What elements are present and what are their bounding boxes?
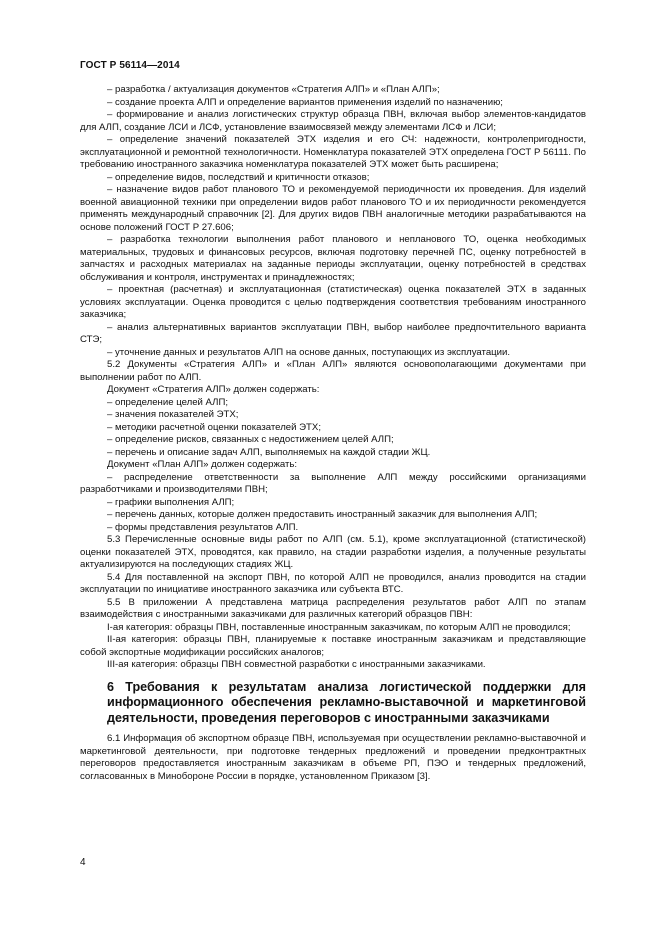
paragraph: Документ «План АЛП» должен содержать: <box>107 459 298 470</box>
document-header: ГОСТ Р 56114—2014 <box>80 60 180 71</box>
list-item: – значения показателей ЭТХ; <box>107 409 239 420</box>
list-item: – распределение ответственности за выполнение АЛП между российскими организациями разработчиками и производителями ПВН; <box>80 471 586 495</box>
clause-5-5: 5.5 В приложении А представлена матрица распределения результатов работ АЛП по этапам взаимодействия с иностранными заказчиками для различных категорий образцов ПВН: <box>80 596 586 620</box>
list-item: – методики расчетной оценки показателей ЭТХ; <box>107 421 321 433</box>
category-3: III-ая категория: образцы ПВН совместной разработки с иностранными заказчиками. <box>107 659 486 670</box>
list-item: – формирование и анализ логистических структур образца ПВН, включая выбор элементов-кандидатов для АЛП, создание ЛСИ и ЛСФ, установление взаимосвязей между элементами ЛСФ и ЛСИ; <box>80 109 586 133</box>
clause-5-2: 5.2 Документы «Стратегия АЛП» и «План АЛП» являются основополагающими документами при выполнении работ по АЛП. <box>80 359 586 383</box>
paragraph: Документ «Стратегия АЛП» должен содержать: <box>107 384 320 395</box>
list-item: – определение значений показателей ЭТХ изделия и его СЧ: надежности, контролепригодности, эксплуатационной и ремонтной технологичности. Номенклатура показателей ЭТХ определена ГОСТ Р 56111. По требованию иностранного заказчика номенклатура показателей ЭТХ может быть расширена; <box>80 134 586 170</box>
document-body <box>80 84 586 783</box>
clause-5-4: 5.4 Для поставленной на экспорт ПВН, по которой АЛП не проводился, анализ проводится на стадии эксплуатации по инициативе иностранного заказчика или субъекта ВТС. <box>80 571 586 595</box>
page-number: 4 <box>80 857 86 868</box>
list-item: – проектная (расчетная) и эксплуатационная (статистическая) оценка показателей ЭТХ в заданных условиях эксплуатации. Оценка проводится с целью подтверждения соответствия требованиям иностранного заказчика; <box>80 284 586 320</box>
list-item: – уточнение данных и результатов АЛП на основе данных, поступающих из эксплуатации. <box>107 346 511 358</box>
category-1: I-ая категория: образцы ПВН, поставленные иностранным заказчикам, по которым АЛП не проводился; <box>107 621 571 633</box>
list-item: – разработка / актуализация документов «Стратегия АЛП» и «План АЛП»; <box>107 84 440 95</box>
list-item: – создание проекта АЛП и определение вариантов применения изделий по назначению; <box>107 96 503 108</box>
list-item: – определение целей АЛП; <box>107 396 229 408</box>
list-item: – назначение видов работ планового ТО и рекомендуемой периодичности их проведения. Для изделий военной авиационной техники при определении видов работ планового ТО и их периодичности рекомендуется применять международный справочник [2]. Для других видов ПВН аналогичные методики разрабатываются на основе положений ГОСТ Р 27.606; <box>80 184 586 233</box>
category-2: II-ая категория: образцы ПВН, планируемые к поставке иностранным заказчикам и представляющие собой экспортные модификации российских аналогов; <box>80 634 586 658</box>
list-item: – графики выполнения АЛП; <box>107 496 235 508</box>
list-item: – перечень и описание задач АЛП, выполняемых на каждой стадии ЖЦ. <box>107 446 431 458</box>
list-item: – определение видов, последствий и критичности отказов; <box>107 171 370 183</box>
list-item: – анализ альтернативных вариантов эксплуатации ПВН, выбор наиболее предпочтительного варианта СТЭ; <box>80 321 586 345</box>
list-item: – определение рисков, связанных с недостижением целей АЛП; <box>107 434 394 445</box>
list-item: – разработка технологии выполнения работ планового и непланового ТО, оценка необходимых материальных, трудовых и финансовых ресурсов, включая подготовку перечней ПС, оценку потребностей в запчастях и расходных материалах на заданные периоды эксплуатации, оценку потребностей в средствах обслуживания и контроля, инструментах и принадлежностях; <box>80 234 586 283</box>
section-6-heading: 6 Требования к результатам анализа логистической поддержки для информационного обеспечения рекламно-выставочной и маркетинговой деятельности, проведения переговоров с иностранными заказчиками <box>107 679 586 725</box>
clause-5-3: 5.3 Перечисленные основные виды работ по АЛП (см. 5.1), кроме эксплуатационной (статистической) оценки показателей ЭТХ, проводятся, как правило, на стадии разработки изделия, а полученные результаты актуализируются на последующих стадиях ЖЦ. <box>80 534 586 570</box>
clause-6-1: 6.1 Информация об экспортном образце ПВН, используемая при осуществлении рекламно-выставочной и маркетинговой деятельности, при подготовке тендерных предложений и проведении предконтрактных переговоров предоставляется иностранным заказчикам в объеме РП, ПЭО и тендерных предложений, согласованных в Минобороне России в порядке, установленном Приказом [3]. <box>80 733 586 782</box>
list-item: – формы представления результатов АЛП. <box>107 521 299 533</box>
list-item: – перечень данных, которые должен предоставить иностранный заказчик для выполнения АЛП; <box>107 509 538 520</box>
